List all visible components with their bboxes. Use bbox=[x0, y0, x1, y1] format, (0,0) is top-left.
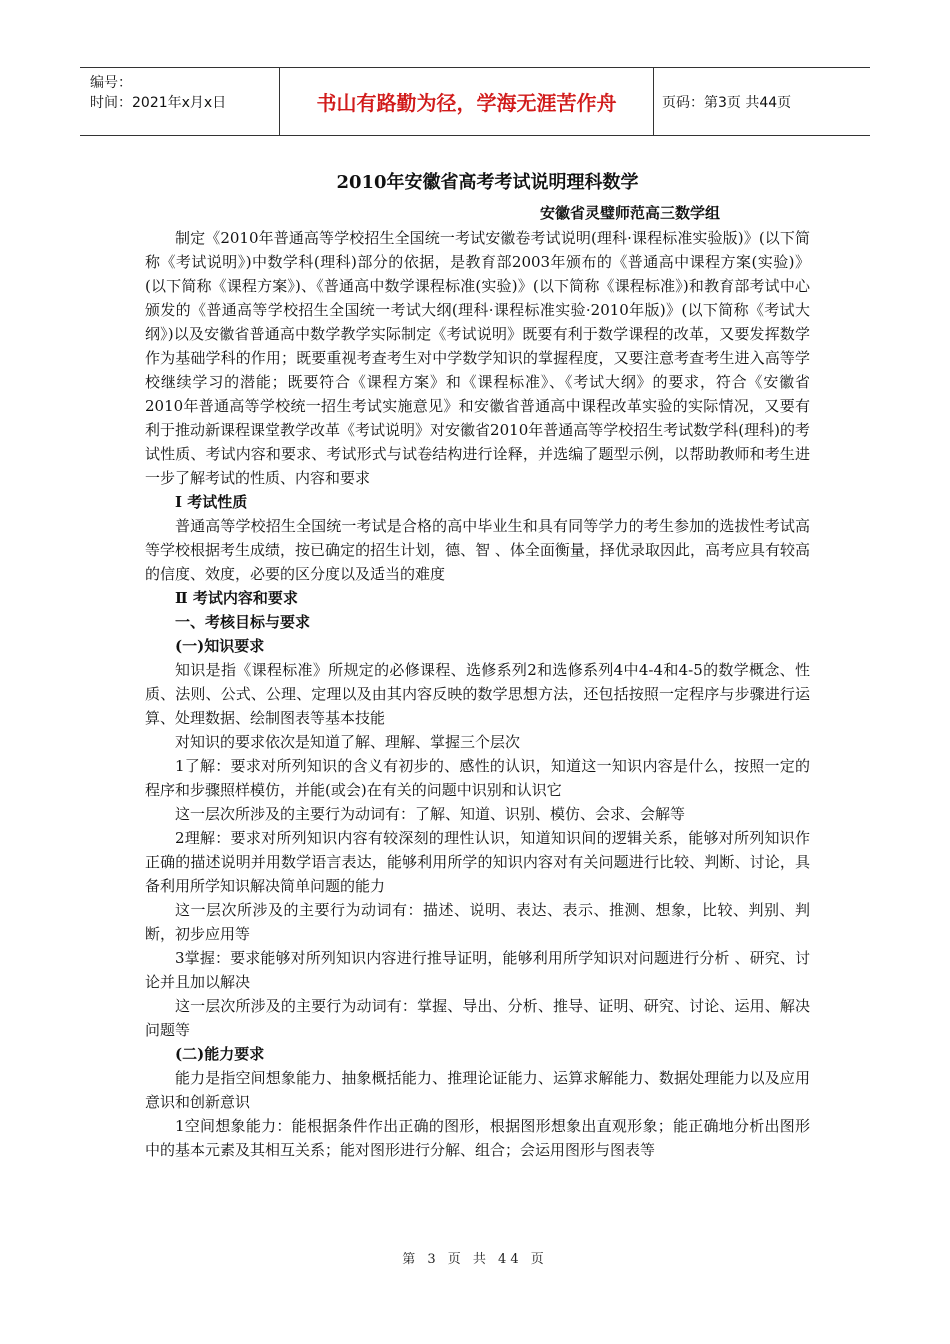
paragraph: 普通高等学校招生全国统一考试是合格的高中毕业生和具有同等学力的考生参加的选拔性考试高等学校根据考生成绩，按已确定的招生计划，德、智 、体全面衡量，择优录取因此，高考应具有较高的信度、效度，必要的区分度以及适当的难度 bbox=[145, 517, 810, 583]
paragraph-list bbox=[145, 226, 810, 1162]
number-label: 编号： bbox=[90, 75, 132, 91]
header-motto: 书山有路勤为径，学海无涯苦作舟 bbox=[280, 68, 654, 135]
paragraph: 制定《2010年普通高等学校招生全国统一考试安徽卷考试说明(理科·课程标准实验版)》(以下简称《考试说明》)中数学科(理科)部分的依据，是教育部2003年颁布的《普通高中课程方案(实验)》(以下简称《课程方案》)、《普通高中数学课程标准(实验)》(以下简称《课程标准》)和教育部考试中心颁发的《普通高等学校招生全国统一考试大纲(理科·课程标准实验·2010年版)》(以下简称《考试大纲》)以及安徽省普通高中数学教学实际制定《考试说明》既要有利于数学课程的改革，又要发挥数学作为基础学科的作用；既要重视考查考生对中学数学知识的掌握程度，又要注意考查考生进入高等学校继续学习的潜能；既要符合《课程方案》和《课程标准》、《考试大纲》的要求，符合《安徽省2010年普通高等学校统一招生考试实施意见》和安徽省普通高中课程改革实验的实际情况，又要有利于推动新课程课堂教学改革《考试说明》对安徽省2010年普通高等学校招生考试数学科(理科)的考试性质、考试内容和要求、考试形式与试卷结构进行诠释，并选编了题型示例，以帮助教师和考生进一步了解考试的性质、内容和要求 bbox=[145, 229, 810, 487]
document-author: 安徽省灵璧师范高三数学组 bbox=[539, 204, 720, 222]
section-heading: Ⅱ 考试内容和要求 bbox=[175, 589, 298, 607]
header-meta bbox=[80, 68, 280, 135]
date-label: 时间：2021年x月x日 bbox=[90, 95, 227, 111]
page-header bbox=[80, 67, 870, 136]
page-footer: 第 3 页 共 44 页 bbox=[402, 1252, 548, 1267]
document-body bbox=[145, 170, 810, 1162]
paragraph: 这一层次所涉及的主要行为动词有：掌握、导出、分析、推导、证明、研究、讨论、运用、解决问题等 bbox=[145, 997, 810, 1039]
section-heading: (二)能力要求 bbox=[175, 1045, 265, 1063]
section-heading: (一)知识要求 bbox=[175, 637, 265, 655]
paragraph: 2理解：要求对所列知识内容有较深刻的理性认识，知道知识间的逻辑关系，能够对所列知识作正确的描述说明并用数学语言表达，能够利用所学的知识内容对有关问题进行比较、判断、讨论，具备利用所学知识解决简单问题的能力 bbox=[145, 829, 810, 895]
paragraph: 1了解：要求对所列知识的含义有初步的、感性的认识，知道这一知识内容是什么，按照一定的程序和步骤照样模仿，并能(或会)在有关的问题中识别和认识它 bbox=[145, 757, 810, 799]
paragraph: 3掌握：要求能够对所列知识内容进行推导证明，能够利用所学知识对问题进行分析 、研究、讨论并且加以解决 bbox=[145, 949, 810, 991]
paragraph: 能力是指空间想象能力、抽象概括能力、推理论证能力、运算求解能力、数据处理能力以及应用意识和创新意识 bbox=[145, 1069, 810, 1111]
paragraph: 这一层次所涉及的主要行为动词有：了解、知道、识别、模仿、会求、会解等 bbox=[175, 805, 686, 823]
paragraph: 这一层次所涉及的主要行为动词有：描述、说明、表达、表示、推测、想象，比较、判别、判断，初步应用等 bbox=[145, 901, 810, 943]
paragraph: 对知识的要求依次是知道了解、理解、掌握三个层次 bbox=[175, 733, 521, 751]
paragraph: 知识是指《课程标准》所规定的必修课程、选修系列2和选修系列4中4-4和4-5的数学概念、性质、法则、公式、公理、定理以及由其内容反映的数学思想方法，还包括按照一定程序与步骤进行运算、处理数据、绘制图表等基本技能 bbox=[145, 661, 810, 727]
section-heading: Ⅰ 考试性质 bbox=[175, 493, 248, 511]
header-page-info: 页码：第3页 共44页 bbox=[662, 94, 792, 111]
section-heading: 一、考核目标与要求 bbox=[175, 613, 311, 631]
document-title: 2010年安徽省高考考试说明理科数学 bbox=[336, 172, 639, 193]
paragraph: 1空间想象能力：能根据条件作出正确的图形，根据图形想象出直观形象；能正确地分析出图形中的基本元素及其相互关系；能对图形进行分解、组合；会运用图形与图表等 bbox=[145, 1117, 810, 1159]
